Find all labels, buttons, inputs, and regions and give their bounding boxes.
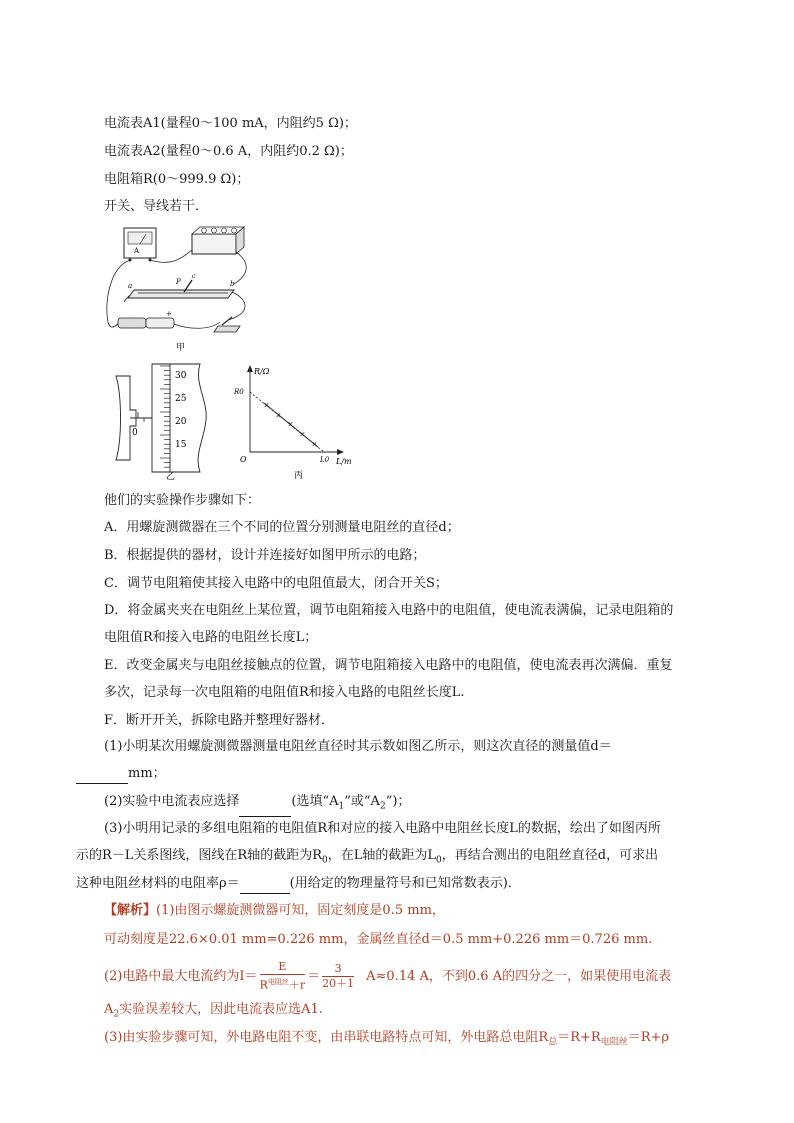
graph-data-point: × <box>299 430 306 439</box>
resistance-box-icon <box>192 234 236 254</box>
analysis-line2: 可动刻度是22.6×0.01 mm=0.226 mm，金属丝直径d＝0.5 mm+0.226 mm＝0.726 mm. <box>104 932 653 947</box>
step-e-line1: E．改变金属夹与电阻丝接触点的位置，调节电阻箱接入电路中的电阻值，使电流表再次满偏．重复 <box>104 658 673 673</box>
analysis-line4: $A_2$实验误差较大，因此电流表应选A1. <box>104 1002 323 1020</box>
graph-data-points <box>264 402 318 449</box>
graph-origin-label: O <box>240 455 247 464</box>
graph-l0-label: L0 <box>320 456 330 464</box>
step-e-line2: 多次，记录每一次电阻箱的电阻值R和接入电路的电阻丝长度L. <box>104 685 465 700</box>
step-d-line2: 电阻值R和接入电路的电阻丝长度L； <box>104 630 318 645</box>
figure-circuit-jia <box>100 222 270 352</box>
question-3-line2: 示的R－L关系图线，图线在R轴的截距为$R_0$，在L轴的截距为$L_0$，再结合测出的电阻丝直径d，可求出 <box>76 848 659 866</box>
analysis-line5: (3)由实验步骤可知，外电路电阻不变，由串联电路特点可知，外电路总电阻$R_总=R+R_{电阻丝}=R+\rho$ <box>104 1030 670 1048</box>
equipment-switch-wires: 开关、导线若干． <box>104 199 209 214</box>
question-1-line1: (1)小明某次用螺旋测微器测量电阻丝直径时其示数如图乙所示，则这次直径的测量值d＝ <box>104 739 612 754</box>
clamp-c-label: c <box>192 273 196 280</box>
battery-icon <box>118 318 146 328</box>
step-a: A．用螺旋测微器在三个不同的位置分别测量电阻丝的直径d； <box>104 520 460 535</box>
answer-blank-1[interactable] <box>76 767 128 784</box>
figure-graph-bing <box>228 362 368 482</box>
equipment-resistance-box: 电阻箱R(0～999.9 Ω)； <box>104 172 250 187</box>
ammeter-label: A <box>134 247 140 255</box>
graph-x-label: L/m <box>336 457 352 466</box>
formula-fraction-2: $\frac{3}{20+1}$ <box>322 961 355 990</box>
graph-data-point: × <box>275 411 282 420</box>
step-b: B．根据提供的器材，设计并连接好如图甲所示的电路； <box>104 548 426 563</box>
step-c: C．调节电阻箱使其接入电路中的电阻值最大，闭合开关S； <box>104 576 448 591</box>
formula-fraction-1: $\frac{E}{R^{电阻丝}+r}$ <box>259 960 306 992</box>
equipment-ammeter-a1: 电流表A1(量程0～100 mA，内阻约5 Ω)； <box>104 116 357 131</box>
question-1-line2: mm； <box>76 764 166 784</box>
figure-micrometer-yi <box>112 360 217 480</box>
figure-bing-caption: 丙 <box>294 471 304 481</box>
clamp-p-label: P <box>176 278 181 286</box>
figure-yi-caption: 乙 <box>166 472 176 480</box>
answer-blank-2[interactable] <box>239 800 291 817</box>
terminal-a-label: a <box>128 282 133 290</box>
figure-jia-caption: 甲 <box>176 343 186 352</box>
thimble-scale-30: 30 <box>175 371 187 381</box>
graph-data-point: × <box>287 420 294 429</box>
battery-plus-label: + <box>166 310 172 318</box>
step-d-line1: D．将金属夹夹在电阻丝上某位置，调节电阻箱接入电路中的电阻值，使电流表满偏，记录电阻箱的 <box>104 603 674 618</box>
question-3-line3: 这种电阻丝材料的电阻率ρ＝ (用给定的物理量符号和已知常数表示)． <box>76 874 521 894</box>
thimble-scale-15: 15 <box>175 440 187 450</box>
thimble-scale-20: 20 <box>175 417 187 427</box>
thimble-scale-25: 25 <box>175 394 187 404</box>
graph-data-point: × <box>311 440 318 449</box>
equipment-ammeter-a2: 电流表A2(量程0～0.6 A，内阻约0.2 Ω)； <box>104 144 353 159</box>
analysis-line3: (2)电路中最大电流约为I＝ $\frac{E}{R^{电阻丝}+r}$ ＝ $\frac{3}{20+1}$ A≈0.14 A，不到0.6 A的四分之一，如果使用电流表 <box>104 960 672 992</box>
terminal-b-label: b <box>230 280 235 288</box>
steps-intro: 他们的实验操作步骤如下： <box>104 493 261 508</box>
graph-y-label: R/Ω <box>254 367 270 376</box>
analysis-tag: 【解析】 <box>104 903 157 918</box>
question-3-line1: (3)小明用记录的多组电阻箱的电阻值R和对应的接入电路中电阻丝长度L的数据，绘出了如图丙所 <box>104 821 661 836</box>
answer-blank-3[interactable] <box>240 877 290 894</box>
question-2: (2)实验中电流表应选择 (选填“$A_1$”或“$A_2$”)； <box>104 792 410 817</box>
resistance-wire-board <box>128 290 234 298</box>
switch-icon <box>214 326 240 332</box>
step-f: F．断开开关，拆除电路并整理好器材． <box>104 713 335 728</box>
graph-r0-label: R0 <box>234 388 244 396</box>
sleeve-zero-label: 0 <box>132 428 138 438</box>
graph-data-point: × <box>263 401 270 410</box>
analysis-line1: 【解析】(1)由图示螺旋测微器可知，固定刻度是0.5 mm， <box>104 903 445 918</box>
